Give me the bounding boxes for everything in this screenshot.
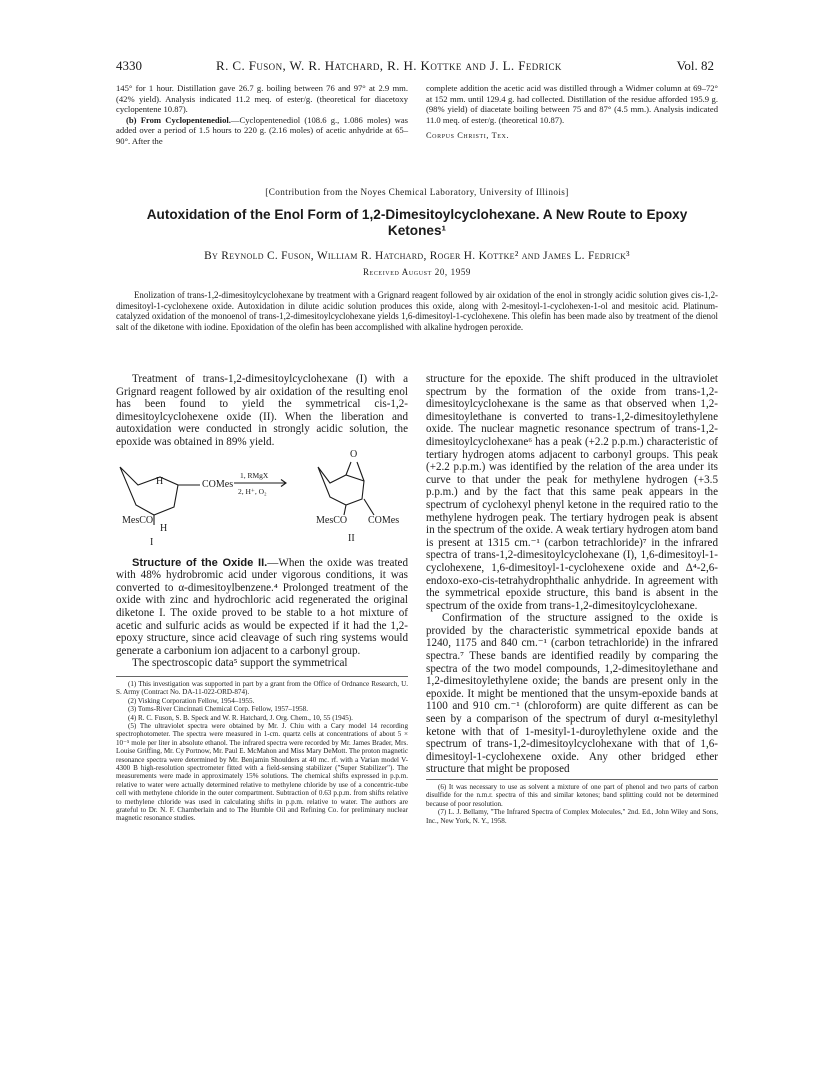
previous-article-paragraph: [116, 115, 408, 147]
bond-to-mesco-II: [344, 505, 346, 515]
footnote: (6) It was necessary to use as solvent a mixture of one part of phenol and two parts of carbon disulfide for the n.m.r. spectra of this and similar ketones; band splitting could not be determined because of poor resolution.: [426, 783, 718, 808]
author-locality: Corpus Christi, Tex.: [426, 131, 510, 141]
reagent-top: 1, RMgX: [240, 470, 269, 480]
scheme-comes-II: COMes: [368, 514, 400, 526]
article-title: Autoxidation of the Enol Form of 1,2-Dimesitoylcyclohexane. A New Route to Epoxy Ketones¹: [146, 207, 688, 238]
body-paragraph: Treatment of trans-1,2-dimesitoylcyclohexane (I) with a Grignard reagent followed by air oxidation of the resulting enol has been found to yield the symmetrical cis-1,2-dimesitoylcyclohexene oxide (II). When the liberation and autoxidation were conducted in strongly acidic solution, the epoxide was obtained in 89% yield.: [116, 373, 408, 448]
compound-label-II: II: [348, 532, 355, 544]
footnote: (1) This investigation was supported in part by a grant from the Office of Ordnance Research, U. S. Army (Contract No. DA-11-022-ORD-874).: [116, 679, 408, 697]
body-paragraph: [116, 557, 408, 658]
subsection-body: —Cyclopentenediol (108.6 g., 1.086 moles) was added over a period of 1.5 hours to 220 g. (2.16 moles) of acetic anhydride at 65–90°. After the: [116, 114, 409, 146]
running-head-authors: R. C. Fuson, W. R. Hatchard, R. H. Kottke and J. L. Fedrick: [216, 58, 562, 73]
body-right-column: [426, 373, 718, 825]
epoxide-bond-right: [357, 462, 364, 481]
running-head: [116, 58, 714, 76]
footnote: (7) L. J. Bellamy, "The Infrared Spectra of Complex Molecules," 2nd. Ed., John Wiley and Sons, Inc., New York, N. Y., 1958.: [426, 808, 718, 825]
cyclohexane-ring-I: [120, 467, 178, 515]
compound-label-I: I: [150, 536, 154, 548]
footnote-rule: [116, 676, 408, 677]
contribution-line: [Contribution from the Noyes Chemical Laboratory, University of Illinois]: [265, 187, 569, 197]
epoxide-bond-left: [346, 462, 351, 475]
footnotes-right: [426, 779, 718, 825]
previous-article-paragraph: complete addition the acetic acid was distilled through a Widmer column at 69–72° at 152 mm. until 129.4 g. had collected. Distillation of the residue afforded 195.9 g. (98% yield) of diacetate boiling between 75 and 87° (4.5 mm.). Analysis indicated 11.0 meq. of ester/g. (theoretical 10.87).: [426, 83, 718, 125]
scheme-mesco-II: MesCO: [316, 514, 348, 526]
body-left-column: [116, 373, 408, 823]
scheme-comes-I: COMes: [202, 478, 234, 490]
previous-article-right-column: [426, 83, 718, 142]
cyclohexane-ring-II: [318, 467, 364, 505]
article-byline: By Reynold C. Fuson, William R. Hatchard, Roger H. Kottke² and James L. Fedrick³: [204, 250, 630, 262]
section-text: —When the oxide was treated with 48% hydrobromic acid under vigorous conditions, it was converted to α-dimesitoylbenzene.⁴ Prolonged treatment of the oxide with zinc and hydrochloric acid regenerated the original diketone I. The oxide proved to be stable to a hot mixture of acetic and sulfuric acids as would be expected if it had the 1,2-epoxy structure, since acid cleavage of such ring systems would generate a carbonium ion adjacent to a carbonyl group.: [116, 556, 408, 657]
received-date: Received August 20, 1959: [362, 267, 472, 277]
footnote: (4) R. C. Fuson, S. B. Speck and W. R. Hatchard, J. Org. Chem., 10, 55 (1945).: [128, 713, 353, 722]
page-number: 4330: [116, 58, 142, 73]
body-paragraph: Confirmation of the structure assigned to the oxide is provided by the characteristic symmetrical epoxide bands at 1240, 1175 and 840 cm.⁻¹ (carbon tetrachloride) in the infrared spectra.⁷ These bands are identified readily by comparing the spectra of the two model compounds, 1,2-dimesitoylethane and 1,2-dimesitoylethylene oxide; the bands are present only in the epoxide. It might be mentioned that the unsym-epoxide bands at 1100 and 910 cm.⁻¹ (chloroform) are quite different as can be seen by a comparison of the spectrum of duryl α-mesitylethyl ketone with that of 1-mesityl-1-duroylethylene oxide and the spectrum of trans-1,2-dimesitoylcyclohexane with that of 1,6-dimesitoyl-1-cyclohexene oxide. Any other bridged ether structure that might be proposed: [426, 612, 718, 776]
section-heading: Structure of the Oxide II.: [132, 556, 268, 569]
footnote: (2) Visking Corporation Fellow, 1954–1955.: [128, 696, 255, 705]
footnote-rule: [426, 779, 718, 780]
subsection-head: (b) From Cyclopentenediol.: [126, 114, 231, 125]
scheme-h-top: H: [156, 475, 164, 487]
reagent-bottom: 2, H⁺, O₂: [238, 486, 267, 496]
scheme-mesco-I: MesCO: [122, 514, 154, 526]
previous-article-paragraph: 145° for 1 hour. Distillation gave 26.7 g. boiling between 76 and 97° at 2.9 mm. (42% yield). Analysis indicated 11.2 meq. of ester/g. (theoretical for diacetoxy cyclopentene 10.87).: [116, 83, 408, 115]
footnotes-left: [116, 676, 408, 823]
bond-to-comes-II: [364, 499, 374, 515]
body-paragraph: The spectroscopic data⁵ support the symmetrical: [132, 657, 348, 670]
reaction-scheme: [116, 448, 408, 551]
abstract-text: Enolization of trans-1,2-dimesitoylcyclohexane by treatment with a Grignard reagent followed by air oxidation of the enol in strongly acidic solution gives cis-1,2-dimesitoyl-1-cyclohexene oxide. Autoxidation in dilute acidic solution produces this oxide, along with 2-mesitoyl-1-cyclohexen-1-ol and mesitoic acid. Platinum-catalyzed oxidation of the monoenol of trans-1,2-dimesitoylcyclohexane yields 1,6-dimesitoyl-1-cyclohexene. This olefin has been made also by treatment of the dienol salt of the diketone with iodine. Epoxidation of the olefin has been accomplished with alkaline hydrogen peroxide.: [116, 290, 718, 333]
abstract: [116, 290, 718, 333]
volume-number: Vol. 82: [676, 58, 714, 73]
previous-article-left-column: [116, 83, 408, 147]
footnote: (3) Toms-River Cincinnati Chemical Corp. Fellow, 1957–1958.: [128, 705, 308, 714]
body-paragraph: structure for the epoxide. The shift produced in the ultraviolet spectrum by the formation of the oxide from trans-1,2-dimesitoylcyclohexane is the same as that observed when 1,2-dimesitoylethane is converted to trans-1,2-dimesitoylethylene oxide. The nuclear magnetic resonance spectrum of trans-1,2-dimesitoylcyclohexane⁶ has a peak (+2.2 p.p.m.) characteristic of tertiary hydrogen atoms adjacent to carbonyl groups. This peak (+2.2 p.p.m.) was identified by the relation of the area under its curve to that under the peak for methylene hydrogen (+3.5 p.p.m.) and by the fact that this same peak appears in the spectrum of cyclohexyl phenyl ketone in the required ratio to the methylene hydrogen peak. The tertiary hydrogen peak is absent in the spectrum of the oxide. A weak tertiary hydrogen atom band is present at 1315 cm.⁻¹ (carbon tetrachloride)⁷ in the infrared spectra of trans-1,2-dimesitoylcyclohexane (I), 1,6-dimesitoyl-1-cyclohexene, 1,6-dimesitoyl-1-cyclohexene oxide and Δ⁴-2,6-endoxo-exo-cis-tetrahydrophthalic anhydride. In agreement with the symmetrical epoxide structure, this band is absent in the spectrum of the oxide from trans-1,2-dimesitoylcyclohexane.: [426, 373, 718, 612]
footnote: (5) The ultraviolet spectra were obtained by Mr. J. Chiu with a Cary model 14 recording spectrophotometer. The spectra were measured in 1-cm. quartz cells at concentrations of about 5 × 10⁻⁵ mole per liter in absolute ethanol. The infrared spectra were recorded by Mr. James Brader, Mrs. Louise Griffing, Mr. Cy Portnow, Mr. Paul E. McMahon and Miss Mary DeMott. The proton magnetic resonance spectra were determined by Mr. Benjamin Shoulders at 40 mc. rf. with a Varian model V-4300 B high-resolution spectrometer fitted with a field-sensing stabilizer ("Super Stabilizer"). The measurements were made in approximately 15% solutions. The chemical shifts expressed in p.p.m. relative to water were actually determined relative to methylene chloride by use of a concentric-tube cell with methylene chloride in the outer compartment. Subtraction of 0.63 p.p.m. from shifts relative to methylene chloride was used in calculating shifts in p.p.m. relative to water. The authors are grateful to Dr. N. F. Chamberlain and to The Humble Oil and Refining Co. for preliminary nuclear magnetic resonance studies.: [116, 721, 408, 823]
scheme-h-bottom: H: [160, 522, 168, 534]
scheme-epoxide-o: O: [350, 448, 358, 460]
